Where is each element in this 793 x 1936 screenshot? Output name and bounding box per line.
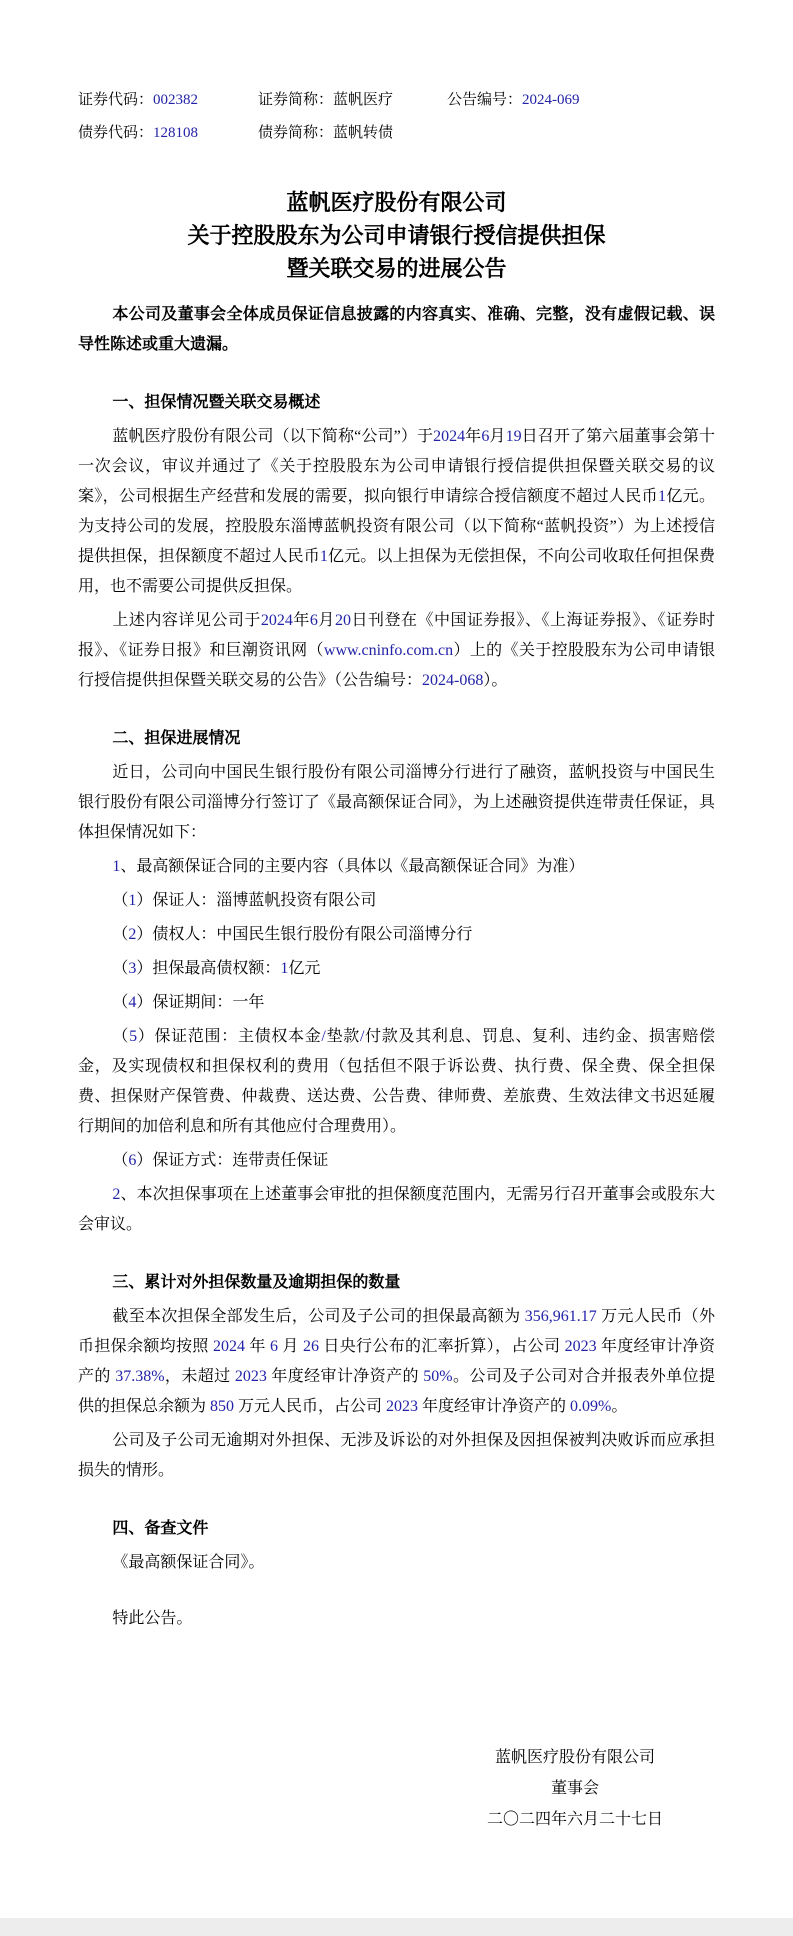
reference-document: 《最高额保证合同》。 xyxy=(112,1553,265,1571)
security-name: 证券简称：蓝帆医疗 xyxy=(258,92,394,108)
signature-block xyxy=(487,1742,663,1835)
page-bottom-edge xyxy=(0,1918,793,1936)
list-item-guarantor: （1）保证人：淄博蓝帆投资有限公司 xyxy=(112,891,377,909)
announcement-number: 公告编号：2024-069 xyxy=(447,92,580,108)
bond-name: 债券简称：蓝帆转债 xyxy=(258,125,394,141)
section-heading-3: 三、累计对外担保数量及逾期担保的数量 xyxy=(112,1273,401,1291)
title-line-subject: 关于控股股东为公司申请银行授信提供担保 xyxy=(187,223,606,248)
title-line-company: 蓝帆医疗股份有限公司 xyxy=(286,190,507,215)
bond-code: 债券代码：128108 xyxy=(78,125,199,141)
list-item-creditor: （2）债权人：中国民生银行股份有限公司淄博分行 xyxy=(112,925,473,943)
truthfulness-statement: 本公司及董事会全体成员保证信息披露的内容真实、准确、完整，没有虚假记载、误导性陈述或重大遗漏。 xyxy=(78,305,715,353)
paragraph: 近日，公司向中国民生银行股份有限公司淄博分行进行了融资，蓝帆投资与中国民生银行股份有限公司淄博分行签订了《最高额保证合同》，为上述融资提供连带责任保证，具体担保情况如下： xyxy=(78,763,715,841)
header-row-securities xyxy=(78,84,715,117)
list-item-guarantee-scope: （5）保证范围：主债权本金/垫款/付款及其利息、罚息、复利、违约金、损害赔偿金，及实现债权和担保权利的费用（包括但不限于诉讼费、执行费、保全费、保全担保费、担保财产保管费、仲裁费、送达费、公告费、律师费、差旅费、生效法律文书迟延履行期间的加倍利息和所有其他应付合理费用）。 xyxy=(78,1027,715,1135)
paragraph: 截至本次担保全部发生后，公司及子公司的担保最高额为 356,961.17 万元人民币（外币担保余额均按照 2024 年 6 月 26 日央行公布的汇率折算），占公司 2023 年度经审计净资产的 37.38%，未超过 2023 年度经审计净资产的 50%。公司及子公司对合并报表外单位提供的担保总余额为 850 万元人民币，占公司 2023 年度经审计净资产的 0.09%。 xyxy=(78,1307,716,1415)
closing-remark: 特此公告。 xyxy=(112,1609,193,1627)
section-heading-2: 二、担保进展情况 xyxy=(112,729,241,747)
header-spacer xyxy=(447,117,715,150)
paragraph: 上述内容详见公司于2024年6月20日刊登在《中国证券报》、《上海证券报》、《证券时报》、《证券日报》和巨潮资讯网（www.cninfo.com.cn）上的《关于控股股东为公司申请银行授信提供担保暨关联交易的公告》（公告编号：2024-068）。 xyxy=(78,611,715,689)
section-heading-4: 四、备查文件 xyxy=(112,1519,209,1537)
signature-date: 二〇二四年六月二十七日 xyxy=(486,1810,663,1828)
signature-company: 蓝帆医疗股份有限公司 xyxy=(494,1748,655,1766)
document-title xyxy=(78,186,715,285)
doc-header xyxy=(78,84,715,150)
list-item-main-content: 1、最高额保证合同的主要内容（具体以《最高额保证合同》为准） xyxy=(112,857,585,875)
header-row-bond xyxy=(78,117,715,150)
section-heading-1: 一、担保情况暨关联交易概述 xyxy=(112,393,321,411)
security-code: 证券代码：002382 xyxy=(78,92,199,108)
paragraph: 2、本次担保事项在上述董事会审批的担保额度范围内，无需另行召开董事会或股东大会审议。 xyxy=(78,1185,715,1233)
paragraph: 公司及子公司无逾期对外担保、无涉及诉讼的对外担保及因担保被判决败诉而应承担损失的情形。 xyxy=(78,1431,715,1479)
list-item-max-claim: （3）担保最高债权额：1亿元 xyxy=(112,959,321,977)
paragraph: 蓝帆医疗股份有限公司（以下简称“公司”）于2024年6月19日召开了第六届董事会第十一次会议，审议并通过了《关于控股股东为公司申请银行授信提供担保暨关联交易的议案》，公司根据生产经营和发展的需要，拟向银行申请综合授信额度不超过人民币1亿元。为支持公司的发展，控股股东淄博蓝帆投资有限公司（以下简称“蓝帆投资”）为上述授信提供担保，担保额度不超过人民币1亿元。以上担保为无偿担保，不向公司收取任何担保费用，也不需要公司提供反担保。 xyxy=(78,427,715,595)
signature-board: 董事会 xyxy=(550,1779,599,1797)
title-line-progress: 暨关联交易的进展公告 xyxy=(286,256,507,281)
list-item-guarantee-method: （6）保证方式：连带责任保证 xyxy=(112,1151,329,1169)
list-item-guarantee-period: （4）保证期间：一年 xyxy=(112,993,265,1011)
